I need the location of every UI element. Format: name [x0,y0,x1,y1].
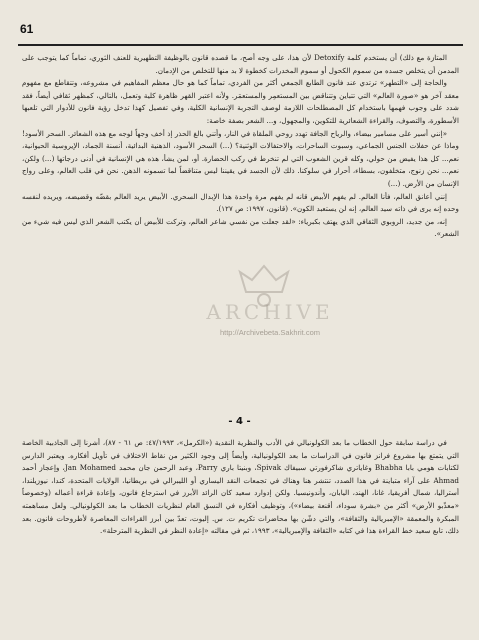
archive-watermark [200,262,340,358]
paragraph: إنه، من جديد، الروبوي الثقافي الذي يهتف بكبرياء: «لقد جعلت من نفسي شاعر العالم، وتركت للأبيض أن يكتب الشعر الذي ليس فيه شيء من الشعر». [22,216,459,239]
paragraph: المتازة مع ذلك) أن يستخدم كلمة Detoxify لأن هذا، على وجه أصح، ما قصده قانون بالوظيفة التطهيرية للعنف الثوري، تماماً كما يتوجب على المدمن أن يتخلص جسده من سموم الكحول أو سموم المخدرات كخطوة لا بد منها للتخلص من الإدمان. [22,53,459,75]
page-number: 61 [20,22,34,36]
section-heading: - 4 - [228,416,251,427]
paragraph: والحاجة إلى «التطهر» ترتدي عند فانون الطابع الجمعي أكثر من الفردي، تماماً كما هو حال معظم المفاهيم في مشروعه، وتتقاطع مع مفهوم معقد آخر هو «صورة العالم» التي تتباين وتتناقض بين المستعمِر والمستعمَر. ولأنه اعتبر القهر ظاهرة كلية وتعمل، بالتالي، كمظهر ثقافي أيضاً، فقد شدد على وجوب فهمها باستخدام كل المصطلحات اللازمة لوصف التجربة الإنسانية الكلية، وفي تفصيل كهذا تدخل رؤية فانون للأدوار التي تلعبها الأسطورة، والتصوف، والقراءة الشعائرية للتكوين، والمجهول، و... الشعر بصفة خاصة: [22,78,459,125]
quote-paragraph: «إنني أسير على مسامير بيضاء، والرياح الجافة تهدد روحي الملقاة في النار، وأتني بالغ الحذر إذ أخف وجهاً لوجه مع هذه الشعائر. السحر الأسود! وماذا عن حفلات الجنس الجماعي، وسبوت الساحرات، والاحتفالات الوثنية؟ (...) السحر الأسود، الذهنية البدائية، أنسنة الجماد، الإيروسية الحيوانية، نعم... كل هذا يفيض من حولي، وكله قرين الشعوب التي لم تنخرط في ركب الحضارة. أو، لمن يشأ، هذه هي الإنسانية في أدنى درجاتها (...) ولكن، نعم... نحن زنوج، متخلفون، بسطاء، أحرار في سلوكنا. ذلك لأن الجسد في يقيننا ليس متناقضاً لما تسمونه الذهن. نحن في قلب العالم، وعلى رواج الإنسان من الأرض. (...) [22,128,459,188]
watermark-brand: ARCHIVE [206,300,334,324]
header-rule [18,44,463,46]
watermark-url: http://Archivebeta.Sakhrit.com [219,328,321,337]
quote-paragraph: إنني أعانق العالم، فأنا العالم. لم يفهم الأبيض قانه لم يفهم مرة واحدة هذا الإبدال السحري. الأبيض يريد العالم بقضّه وقضيضه، ويريده لنفسه وحده إنه يرى في ذاته سيد العالم، إنه لن يستعبد الكون». (قانون، ١٩٩٧: ص ١٢٧). [22,191,459,214]
paragraph: في دراسة سابقة حول الخطاب ما بعد الكولونيالي في الأدب والنظرية النقدية («الكرمل»، ٤٧/١٩٩٣: ص ٦١ - ٨٧)، أشرنا إلى الجاذبية الخاصة التي يتمتع بها مشروع فرانز فانون في الدراسات ما بعد الكولونيالية، وأيضاً إلى وجود الكثير من نقاط الاختلاف في تأويل أفكاره. ويعتبر الدارس لكتابات هومي بابا Bhabha وغاياتري شاكرفورتي سبيفاك Spivak، وبنيتا باري Parry، وعبد الرحمن جان محمد Jan Mohamed، وإعجاز أحمد Ahmad على آراء متباينة في هذا الصدد، تنتشر هنا وهناك في تجمعات النقد اليساري أو الليبرالي في بريطانيا، الولايات المتحدة، كندا، نيوزيلندا، أستراليا، شمال أفريقيا، غانا، الهند، اليابان، وأندونيسيا. ولكن إدوارد سعيد كان الرائد الأبرز في استرجاع فانون، وإعادة قراءة أعماله (وخصوصاً «معذّبو الأرض» أكثر من «بشرة سوداء، أقنعة بيضاء»)، وتوظيف أفكاره في النسق العام لنظريات الخطاب ما بعد الكولونيالي. ولعل مساهمته المبكرة والمعمقة «الإمبريالية والثقافة»، والتي دشّن بها محاضرات تكريم ت. س. إليوت، تعدّ بين أبرز القراءات المعاصرة لأطروحات فانون. بعد ذلك، تابع سعيد خط القراءة هذا في كتابه «الثقافة والإمبريالية»، ١٩٩٣، ثم في مقالته «إعادة النظر في النظرية المترحلة». [22,438,459,536]
body-text-bottom [22,437,459,538]
archive-logo-icon [224,262,304,310]
body-text-top [22,52,459,241]
